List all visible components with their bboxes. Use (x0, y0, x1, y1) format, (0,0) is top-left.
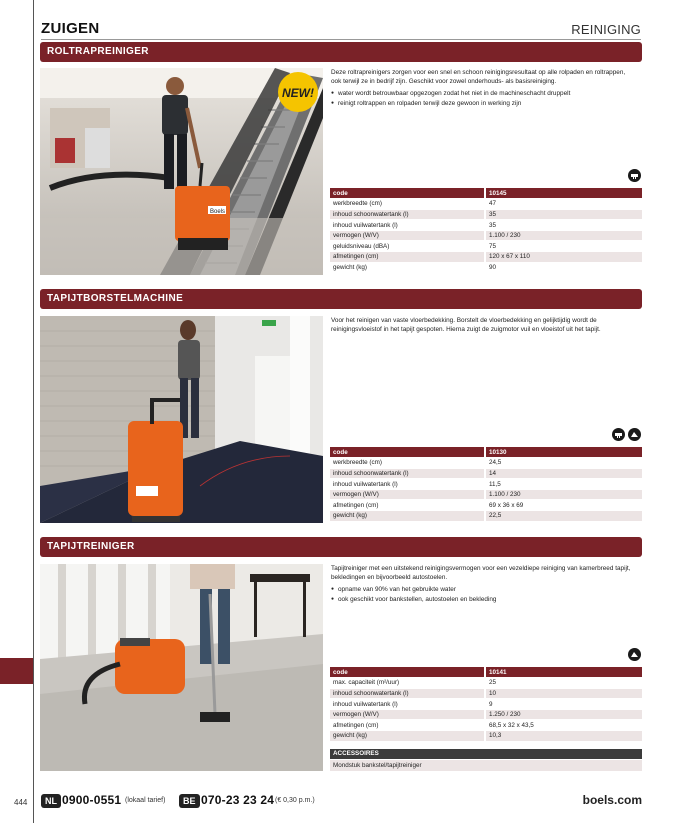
intro-text: Tapijtreiniger met een uitstekend reinigingsvermogen voor een vezeldiepe reiniging van kamerbreed tapijt, bekledingen en bijvoorbeeld autostoelen. (331, 565, 631, 582)
spec-label: gewicht (kg) (330, 731, 485, 742)
product-code: 10141 (485, 667, 642, 678)
spec-value: 10,3 (485, 731, 642, 742)
table-row (330, 699, 642, 710)
spec-label: inhoud vuilwatertank (l) (330, 220, 485, 231)
spec-value: 9 (485, 699, 642, 710)
table-row (330, 209, 642, 220)
table-row (330, 262, 642, 273)
section-title: TAPIJTBORSTELMACHINE (47, 293, 184, 304)
page-header (41, 20, 641, 40)
header-rule (41, 39, 641, 40)
usage-icons (628, 648, 641, 661)
section-side-tab (0, 658, 33, 684)
spec-value: 10 (485, 688, 642, 699)
spec-label: inhoud schoonwatertank (l) (330, 209, 485, 220)
accessory-item: Mondstuk bankstel/tapijtreiniger (330, 760, 642, 771)
spec-label: afmetingen (cm) (330, 252, 485, 263)
table-row (330, 468, 642, 479)
spec-label: max. capaciteit (m²/uur) (330, 678, 485, 689)
feature-item: ● reinigt roltrappen en rolpaden terwijl deze gewoon in werking zijn (331, 99, 636, 108)
product-code: 10130 (485, 447, 642, 458)
description-roltrapreiniger (331, 68, 636, 108)
carpet-icon (628, 428, 641, 441)
section-bar-tapijtreiniger (40, 537, 642, 557)
spec-value: 35 (485, 220, 642, 231)
spec-header-row (330, 188, 642, 199)
country-badge-nl: NL (41, 794, 61, 808)
spec-table-tapijtreiniger (330, 667, 642, 742)
phone-be[interactable]: 070-23 23 24 (201, 793, 275, 807)
table-row (330, 199, 642, 210)
page-number: 444 (14, 798, 28, 807)
table-row (330, 241, 642, 252)
feature-list (331, 89, 636, 107)
section-title: TAPIJTREINIGER (47, 541, 135, 552)
table-row (330, 511, 642, 522)
spec-label: geluidsniveau (dBA) (330, 241, 485, 252)
spec-value: 25 (485, 678, 642, 689)
usage-icons (628, 169, 641, 182)
spec-value: 120 x 67 x 110 (485, 252, 642, 263)
page-category: REINIGING (571, 22, 641, 37)
photo-escalator-cleaner (40, 68, 323, 275)
table-row (330, 458, 642, 469)
table-row (330, 230, 642, 241)
product-code: 10145 (485, 188, 642, 199)
section-bar-roltrapreiniger (40, 42, 642, 62)
table-row (330, 500, 642, 511)
spec-label: vermogen (W/V) (330, 230, 485, 241)
photo-carpet-brush-machine (40, 316, 323, 523)
spec-label: vermogen (W/V) (330, 709, 485, 720)
photo-carpet-cleaner (40, 564, 323, 771)
spec-value: 11,5 (485, 479, 642, 490)
new-badge: NEW! (282, 86, 314, 100)
table-row (330, 678, 642, 689)
spec-label: vermogen (W/V) (330, 489, 485, 500)
spec-value: 47 (485, 199, 642, 210)
spec-label: inhoud schoonwatertank (l) (330, 688, 485, 699)
table-row (330, 709, 642, 720)
spec-label: inhoud vuilwatertank (l) (330, 699, 485, 710)
machine-brand-label: Boels (210, 209, 226, 215)
spec-table-tapijtborstelmachine (330, 447, 642, 522)
spec-value: 1.100 / 230 (485, 230, 642, 241)
accessories-header: ACCESSOIRES (330, 749, 642, 759)
brush-icon (612, 428, 625, 441)
page-footer (0, 792, 676, 812)
spec-header-row (330, 447, 642, 458)
spec-value: 90 (485, 262, 642, 273)
table-row (330, 220, 642, 231)
phone-note-nl: (lokaal tarief) (125, 797, 166, 804)
usage-icons (612, 428, 641, 441)
carpet-icon (628, 648, 641, 661)
table-row (330, 720, 642, 731)
spec-value: 14 (485, 468, 642, 479)
spec-label: inhoud schoonwatertank (l) (330, 468, 485, 479)
spec-value: 75 (485, 241, 642, 252)
phone-nl[interactable]: 0900-0551 (62, 793, 122, 807)
spec-label: gewicht (kg) (330, 262, 485, 273)
table-row (330, 479, 642, 490)
brush-icon (628, 169, 641, 182)
margin-line (33, 0, 34, 823)
spec-value: 69 x 36 x 69 (485, 500, 642, 511)
country-badge-be: BE (179, 794, 200, 808)
feature-list (331, 585, 636, 603)
spec-label: inhoud vuilwatertank (l) (330, 479, 485, 490)
website-link[interactable]: boels.com (582, 793, 642, 807)
spec-label: code (330, 447, 485, 458)
table-row (330, 731, 642, 742)
feature-item: ● opname van 90% van het gebruikte water (331, 585, 636, 594)
spec-value: 22,5 (485, 511, 642, 522)
description-tapijtborstelmachine (331, 316, 636, 337)
spec-header-row (330, 667, 642, 678)
spec-label: gewicht (kg) (330, 511, 485, 522)
section-bar-tapijtborstelmachine (40, 289, 642, 309)
description-tapijtreiniger (331, 564, 636, 604)
spec-value: 68,5 x 32 x 43,5 (485, 720, 642, 731)
feature-item: ● ook geschikt voor bankstellen, autostoelen en bekleding (331, 595, 636, 604)
spec-table-roltrapreiniger (330, 188, 642, 273)
intro-text: Voor het reinigen van vaste vloerbedekking. Borstelt de vloerbedekking en gelijktijdig wordt de reinigingsvloeistof in het tapijt gespoten. Hierna zuigt de zuigmotor vuil en vloeistof uit het tapijt. (331, 317, 601, 334)
spec-label: werkbreedte (cm) (330, 199, 485, 210)
phone-note-be: (€ 0,30 p.m.) (275, 797, 315, 804)
section-title: ROLTRAPREINIGER (47, 46, 149, 57)
spec-label: afmetingen (cm) (330, 500, 485, 511)
page-title: ZUIGEN (41, 20, 100, 37)
table-row (330, 252, 642, 263)
spec-label: werkbreedte (cm) (330, 458, 485, 469)
intro-text: Deze roltrapreinigers zorgen voor een snel en schoon reinigingsresultaat op alle rolpaden en roltrappen, ook terwijl ze in bedrijf zijn. Geschikt voor zowel onderhouds- als basisreiniging. (331, 69, 626, 86)
spec-value: 1.250 / 230 (485, 709, 642, 720)
spec-value: 1.100 / 230 (485, 489, 642, 500)
spec-label: code (330, 188, 485, 199)
table-row (330, 688, 642, 699)
spec-value: 24,5 (485, 458, 642, 469)
table-row (330, 489, 642, 500)
spec-value: 35 (485, 209, 642, 220)
feature-item: ● water wordt betrouwbaar opgezogen zodat het niet in de machineschacht druppelt (331, 89, 636, 98)
spec-label: code (330, 667, 485, 678)
spec-label: afmetingen (cm) (330, 720, 485, 731)
